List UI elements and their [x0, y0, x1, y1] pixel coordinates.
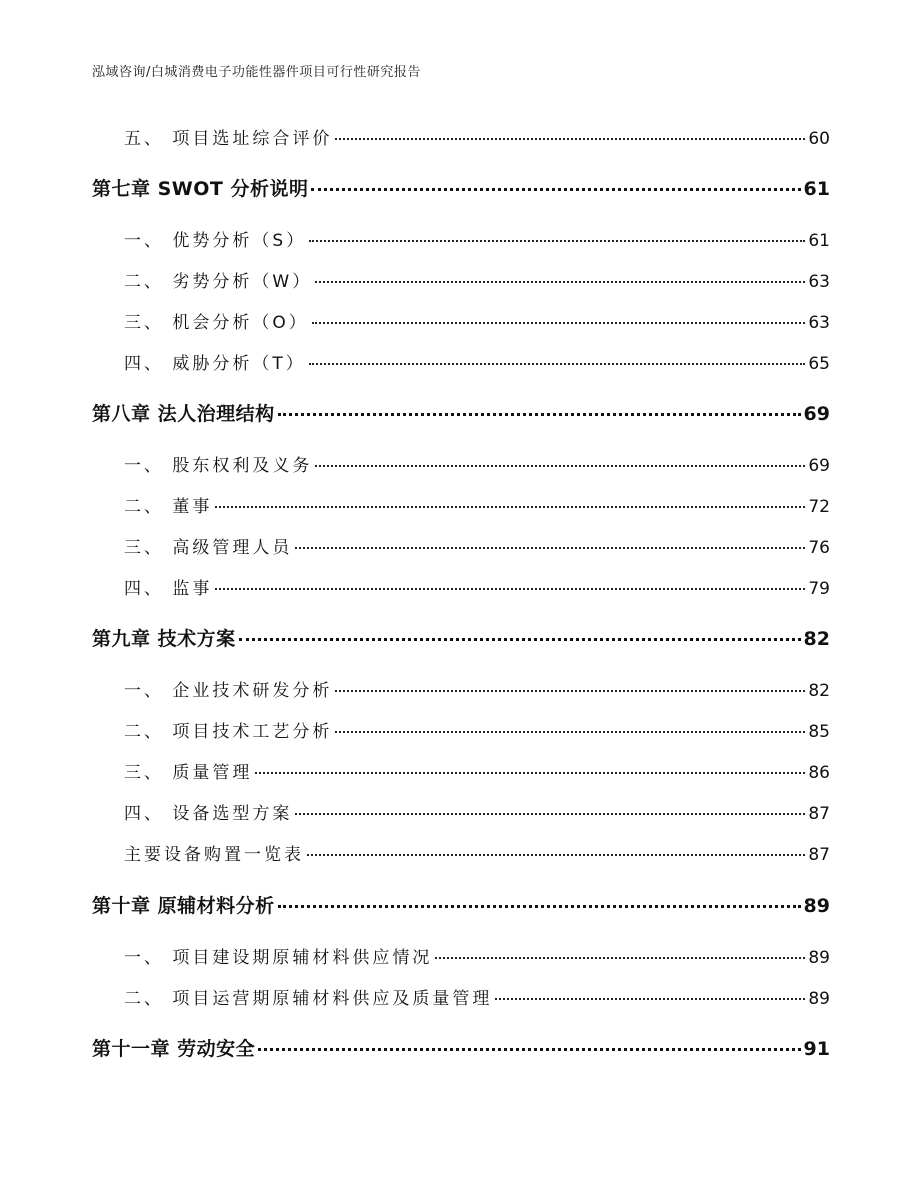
running-header: 泓域咨询/白城消费电子功能性器件项目可行性研究报告 [92, 65, 421, 80]
toc-entry[interactable] [124, 984, 830, 1009]
toc-entry-page: 60 [808, 129, 830, 149]
toc-entry[interactable] [124, 943, 830, 968]
dot-leader [311, 188, 800, 191]
dot-leader [315, 281, 805, 283]
toc-entry[interactable] [124, 676, 830, 701]
toc-chapter[interactable] [92, 174, 830, 201]
toc-entry-label: 三、 高级管理人员 [124, 538, 293, 558]
dot-leader [215, 588, 805, 590]
toc-entry-label: 一、 企业技术研发分析 [124, 681, 333, 701]
toc-entry[interactable] [124, 574, 830, 599]
toc-entry-page: 63 [808, 313, 830, 333]
toc-chapter-page: 69 [803, 403, 830, 425]
dot-leader [312, 322, 806, 324]
dot-leader [295, 547, 805, 549]
toc-entry-label: 四、 威胁分析（T） [124, 354, 306, 374]
toc-entry[interactable] [124, 226, 830, 251]
toc-entry-label: 三、 机会分析（O） [124, 313, 309, 333]
toc-entry-label: 四、 设备选型方案 [124, 804, 293, 824]
toc-chapter-page: 91 [803, 1038, 830, 1060]
dot-leader [255, 772, 805, 774]
toc-entry-page: 87 [808, 845, 830, 865]
dot-leader [239, 638, 801, 641]
toc-entry-label: 二、 董事 [124, 497, 213, 517]
dot-leader [335, 731, 805, 733]
dot-leader [335, 138, 805, 140]
dot-leader [495, 998, 805, 1000]
dot-leader [278, 905, 801, 908]
toc-entry-label: 五、 项目选址综合评价 [124, 129, 333, 149]
dot-leader [309, 363, 806, 365]
toc-chapter-label: 第十章 原辅材料分析 [92, 895, 275, 917]
toc-chapter-page: 89 [803, 895, 830, 917]
toc-entry[interactable] [124, 267, 830, 292]
toc-entry[interactable] [124, 124, 830, 149]
toc-entry-label: 一、 优势分析（S） [124, 231, 307, 251]
toc-entry[interactable] [124, 349, 830, 374]
toc-entry-page: 61 [808, 231, 830, 251]
toc-entry[interactable] [124, 308, 830, 333]
toc-entry-page: 87 [808, 804, 830, 824]
toc-entry-label: 二、 项目技术工艺分析 [124, 722, 333, 742]
toc-entry-page: 79 [808, 579, 830, 599]
toc-entry-page: 86 [808, 763, 830, 783]
toc-entry-label: 二、 劣势分析（W） [124, 272, 313, 292]
toc-entry-label: 一、 项目建设期原辅材料供应情况 [124, 948, 433, 968]
toc-entry-page: 89 [808, 948, 830, 968]
toc-entry[interactable] [124, 451, 830, 476]
toc-entry-label: 主要设备购置一览表 [124, 845, 304, 865]
toc-entry[interactable] [124, 533, 830, 558]
toc-entry-page: 82 [808, 681, 830, 701]
toc-entry-page: 89 [808, 989, 830, 1009]
dot-leader [435, 957, 805, 959]
toc-chapter-label: 第八章 法人治理结构 [92, 403, 275, 425]
toc-entry[interactable] [124, 492, 830, 517]
toc-chapter-label: 第九章 技术方案 [92, 628, 236, 650]
dot-leader [335, 690, 805, 692]
toc-chapter-page: 82 [803, 628, 830, 650]
toc-entry[interactable] [124, 717, 830, 742]
dot-leader [258, 1048, 800, 1051]
toc-entry[interactable] [124, 758, 830, 783]
toc-chapter-label: 第七章 SWOT 分析说明 [92, 178, 309, 200]
toc-entry-label: 一、 股东权利及义务 [124, 456, 313, 476]
toc-entry-page: 76 [808, 538, 830, 558]
dot-leader [278, 413, 801, 416]
toc-chapter[interactable] [92, 1034, 830, 1061]
toc-entry-page: 72 [808, 497, 830, 517]
toc-chapter-page: 61 [803, 178, 830, 200]
toc-chapter[interactable] [92, 624, 830, 651]
dot-leader [295, 813, 805, 815]
toc-entry-label: 二、 项目运营期原辅材料供应及质量管理 [124, 989, 493, 1009]
toc-entry-page: 65 [808, 354, 830, 374]
toc-chapter[interactable] [92, 891, 830, 918]
dot-leader [309, 240, 805, 242]
toc-entry[interactable] [124, 840, 830, 865]
toc-chapter-label: 第十一章 劳动安全 [92, 1038, 256, 1060]
toc-entry-label: 三、 质量管理 [124, 763, 253, 783]
toc-entry-label: 四、 监事 [124, 579, 213, 599]
toc-entry-page: 69 [808, 456, 830, 476]
dot-leader [215, 506, 805, 508]
dot-leader [307, 854, 805, 856]
toc-entry-page: 63 [808, 272, 830, 292]
toc-entry-page: 85 [808, 722, 830, 742]
toc-chapter[interactable] [92, 399, 830, 426]
toc-entry[interactable] [124, 799, 830, 824]
dot-leader [315, 465, 805, 467]
